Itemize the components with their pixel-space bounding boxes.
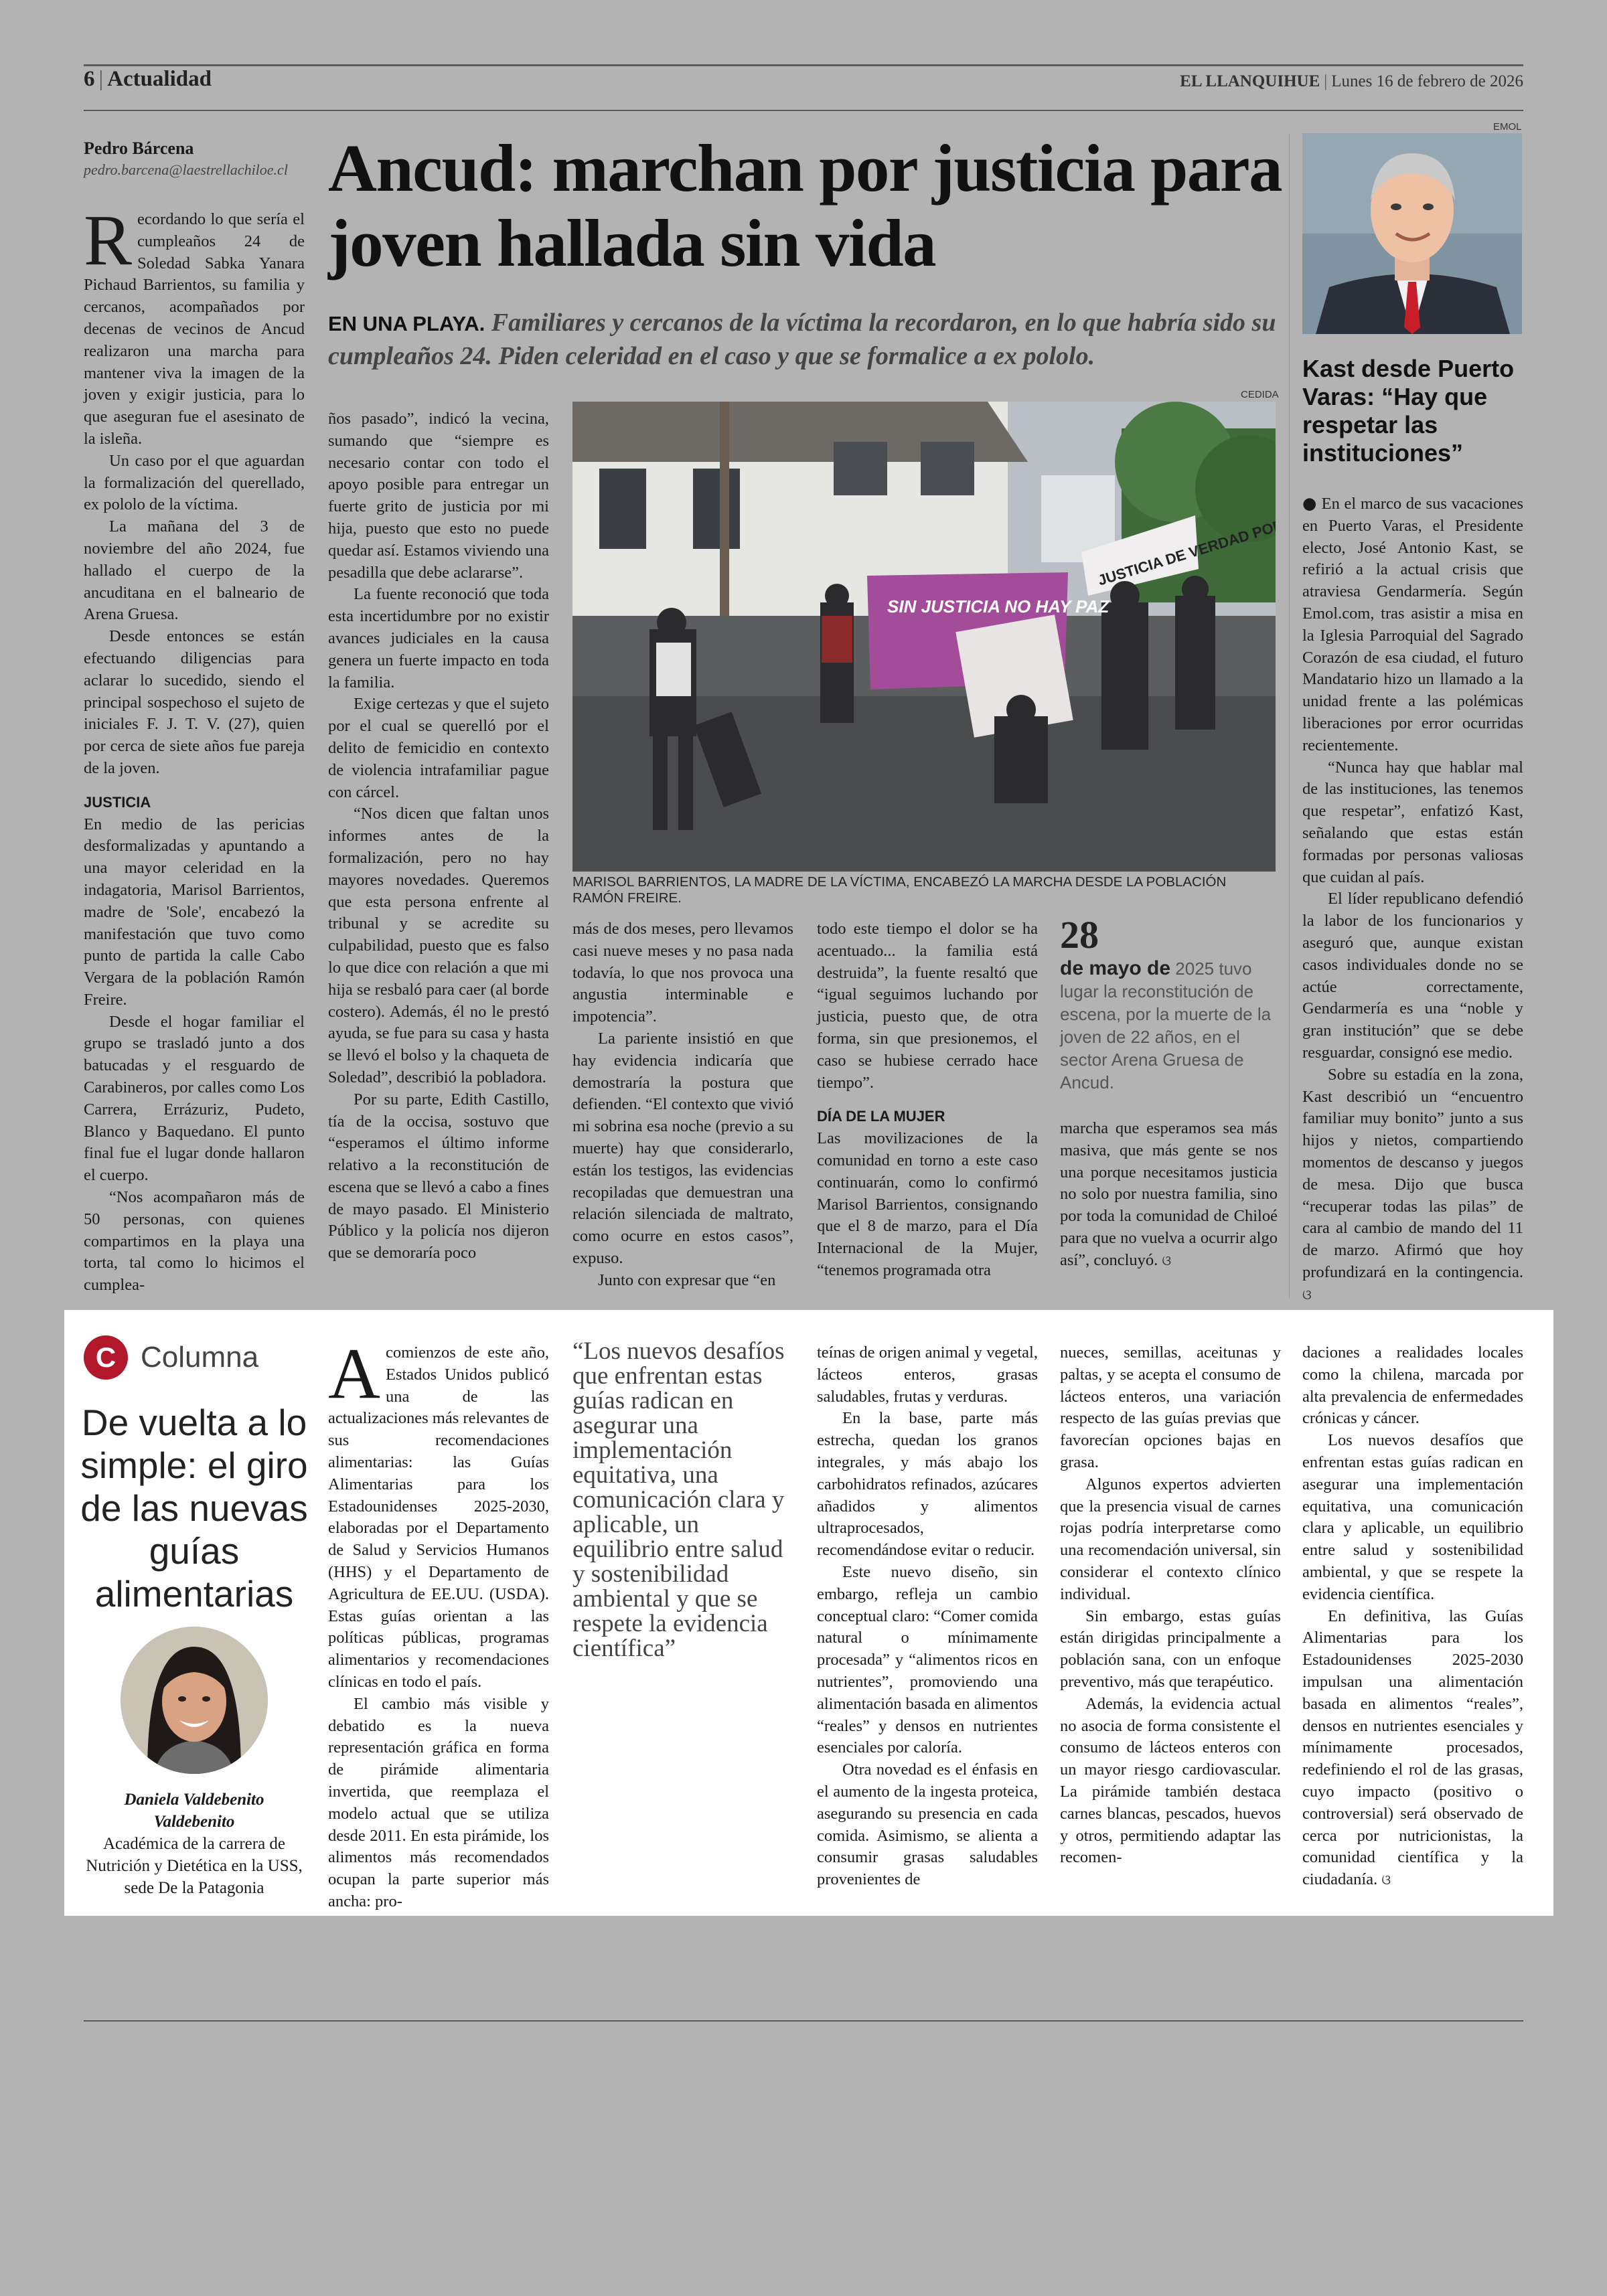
paragraph: nueces, semillas, aceitunas y paltas, y se acepta el consumo de lácteos enteros, una variación respecto de las guías previas que favorecían opciones bajas en grasa. [1060, 1343, 1281, 1471]
column-divider [1289, 133, 1290, 1298]
paragraph: ecordando lo que sería el cumpleaños 24 de Soledad Sabka Yanara Pichaud Barrientos, su familia y cercanos, acompañados por decenas de vecinos de Ancud realizaron una marcha para mantener viva la imagen de la joven y exigir justicia, para lo que aseguran fue el asesinato de la isleña. [84, 210, 305, 448]
newspaper-name: EL LLANQUIHUE [1180, 72, 1320, 90]
banner-sin-justicia: SIN JUSTICIA NO HAY PAZ [887, 596, 1109, 617]
paragraph: “Nos acompañaron más de 50 personas, con quienes compartimos en la playa una torta, tal como lo hicimos el cumplea- [84, 1188, 305, 1295]
dropcap: R [84, 201, 133, 280]
paragraph: marcha que esperamos sea más masiva, que más gente se nos una porque necesitamos justicia no solo por nuestra familia, sino por toda la comunidad de Chiloé para que no vuelva a ocurrir algo así”, concluyó. [1060, 1119, 1278, 1269]
author-avatar [121, 1627, 268, 1774]
header-rule [84, 110, 1523, 111]
columna-column-4 [1060, 1342, 1281, 1869]
paragraph: “Nos dicen que faltan unos informes antes de la formalización, pero no hay mayores novedades. Queremos que esta persona enfrente al tribunal y se acredite su culpabilidad, puesto que es falso lo que dice con relación a que mi hija se resbaló para caer (al borde costero). Además, él no le prestó ayuda, se fue para su casa y hasta se llevó el bolso y la chaqueta de Soledad”, describió la pobladora. [328, 805, 549, 1086]
avatar-illustration [121, 1627, 268, 1774]
subheading-justicia: JUSTICIA [84, 793, 151, 811]
subheading-dia-de-la-mujer: DÍA DE LA MUJER [817, 1108, 945, 1125]
end-mark-icon: ଓ [1162, 1252, 1172, 1268]
paragraph: Desde entonces se están efectuando diligencias para aclarar lo sucedido, siendo el principal sospechoso el sujeto de iniciales F. J. T. V. (27), quien por cerca de siete años fue pareja de la joven. [84, 627, 305, 777]
paragraph: daciones a realidades locales como la chilena, marcada por alta prevalencia de enfermedades crónicas y cáncer. [1302, 1343, 1523, 1428]
columna-column-5 [1302, 1342, 1523, 1891]
march-photo [572, 402, 1276, 872]
paragraph: Desde el hogar familiar el grupo se trasladó junto a dos batucadas y el resguardo de Carabineros, por calles como Los Carrera, Errázuriz, Pudeto, Blanco y Baquedano. El punto final fue el lugar donde hallaron el cuerpo. [84, 1012, 305, 1185]
paragraph: En medio de las pericias desformalizadas y apuntando a una mayor celeridad en la indagatoria, Marisol Barrientos, madre de 'Sole', encabezó la manifestación que tuvo como punto de partida la calle Cabo Vergara de la población Ramón Freire. [84, 815, 305, 1009]
paragraph: Exige certezas y que el sujeto por el cual se querelló por el delito de femicidio en contexto de violencia intrafamiliar pague con cárcel. [328, 695, 549, 801]
banner-justicia-de-verdad: JUSTICIA DE VERDAD POR [1095, 516, 1276, 589]
end-mark-icon: ଓ [1302, 1286, 1312, 1303]
bottom-rule [84, 2020, 1523, 2022]
paragraph: Algunos expertos advierten que la presencia visual de carnes rojas podría interpretarse como una recomendación universal, sin considerar el contexto clínico individual. [1060, 1475, 1281, 1603]
columna-author-name: Daniela Valdebenito Valdebenito [124, 1791, 264, 1831]
paragraph: En el marco de sus vacaciones en Puerto Varas, el Presidente electo, José Antonio Kast, se refirió a la actual crisis que atraviesa Gendarmería. Según Emol.com, tras asistir a misa en la Iglesia Parroquial del Sagrado Corazón de esa ciudad, el futuro Mandatario hizo un llamado a la unidad frente a las polémicas liberaciones por error ocurridas recientemente. [1302, 495, 1523, 754]
paragraph: ños pasado”, indicó la vecina, sumando que “siempre es necesario contar con todo el apoyo posible para entregar un fuerte grito de justicia por mi hija, puesto que esto no puede quedar así. Estamos viviendo una pesadilla que debe aclararse”. [328, 410, 549, 582]
byline [84, 139, 305, 179]
paragraph: teínas de origen animal y vegetal, lácteos enteros, grasas saludables, frutas y verduras. [817, 1343, 1038, 1406]
dropcap: A [328, 1334, 380, 1414]
factoid-bold: de mayo de [1060, 957, 1171, 979]
photo-credit: CEDIDA [1241, 389, 1279, 400]
march-photo-illustration [572, 402, 1276, 872]
article-column-5 [1060, 1118, 1278, 1272]
paragraph: Otra novedad es el énfasis en el aumento de la ingesta proteica, asegurando su presencia en cada comida. Asimismo, se alienta a consumir grasas saludables provenientes de [817, 1760, 1038, 1889]
top-rule [84, 64, 1523, 66]
kicker-label: EN UNA PLAYA. [328, 312, 485, 335]
pull-quote: “Los nuevos desafíos que enfrentan estas guías radican en asegurar una implementación equitativa, una comunicación clara y aplicable, un equilibrio entre salud y sostenibilidad ambiental y que se respete la evidencia científica” [572, 1337, 785, 1662]
photo-caption: MARISOL BARRIENTOS, LA MADRE DE LA VÍCTIMA, ENCABEZÓ LA MARCHA DESDE LA POBLACIÓN RAMÓN FREIRE. [572, 874, 1227, 906]
author-email: pedro.barcena@laestrellachiloe.cl [84, 161, 288, 178]
side-headline: Kast desde Puerto Varas: “Hay que respetar las instituciones” [1302, 355, 1515, 467]
columna-label: Columna [141, 1341, 259, 1374]
section-header: 6 | Actualidad [84, 67, 212, 91]
paragraph: En definitiva, las Guías Alimentarias para los Estadounidenses 2025-2030 impulsan una alimentación basada en alimentos “reales”, densos en nutrientes esenciales y mínimamente procesados, redefiniendo el rol de las grasas, cuyo impacto (positivo o controversial) será observado de cerca por nutricionistas, la comunidad científica y la ciudadanía. [1302, 1607, 1523, 1889]
paragraph: El líder republicano defendió la labor de los funcionarios y aseguró que, aunque existan casos individuales donde no se actúe correctamente, Gendarmería es una “noble y gran institución” que se debe resguardar, consignó ese medio. [1302, 890, 1523, 1062]
factoid-text: 2025 tuvo lugar la reconstitución de escena, por la muerte de la joven de 22 años, en el sector Arena Gruesa de Ancud. [1060, 959, 1272, 1092]
author-name: Pedro Bárcena [84, 139, 194, 158]
section-name: Actualidad [107, 67, 212, 91]
side-article-body [1302, 493, 1523, 1305]
issue-date: Lunes 16 de febrero de 2026 [1331, 72, 1523, 90]
article-column-3 [572, 918, 793, 1292]
article-column-2 [328, 408, 549, 1264]
kicker-text: Familiares y cercanos de la víctima la recordaron, en lo que habría sido su cumpleaños 24. Piden celeridad en el caso y que se formalice a ex pololo. [328, 309, 1276, 370]
bullet-icon: ● [1302, 493, 1317, 513]
kicker [328, 307, 1279, 372]
columna-author [84, 1789, 305, 1899]
paragraph: El cambio más visible y debatido es la nueva representación gráfica en forma de pirámide alimentaria invertida, que reemplaza el modelo actual que se utiliza desde 2011. En esta pirámide, los alimentos más recomendados ocupan la parte superior más ancha: pro- [328, 1694, 549, 1910]
paragraph: Las movilizaciones de la comunidad en torno a este caso continuarán, como lo confirmó Marisol Barrientos, consignando que el 8 de marzo, para el Día Internacional de la Mujer, “tenemos programada otra [817, 1129, 1038, 1279]
paragraph: Este nuevo diseño, sin embargo, refleja un cambio conceptual claro: “Comer comida natural o mínimamente procesada” y “alimentos ricos en nutrientes”, promoviendo una alimentación basada en alimentos “reales” y densos en nutrientes esenciales por caloría. [817, 1562, 1038, 1757]
paragraph: más de dos meses, pero llevamos casi nueve meses y no pasa nada todavía, lo que nos provoca una angustia interminable e impotencia”. [572, 920, 793, 1026]
paragraph: Junto con expresar que “en [598, 1270, 776, 1289]
paragraph: todo este tiempo el dolor se ha acentuado... la familia está destruida”, la fuente resaltó que “igual seguimos luchando por justicia, puesto que, de otra forma, sin que presionemos, el caso se hubiese cerrado hace tiempo”. [817, 920, 1038, 1092]
columna-title: De vuelta a lo simple: el giro de las nuevas guías alimentarias [80, 1402, 308, 1615]
portrait-illustration [1302, 133, 1522, 334]
paragraph: Un caso por el que aguardan la formalización del querellado, ex pololo de la víctima. [84, 451, 305, 514]
masthead-info: EL LLANQUIHUE | Lunes 16 de febrero de 2026 [1180, 72, 1523, 90]
paragraph: La fuente reconoció que toda esta incertidumbre por no existir avances judiciales en la causa genera un fuerte impacto en toda la familia. [328, 585, 549, 691]
article-column-1 [84, 201, 305, 1297]
columna-column-3 [817, 1342, 1038, 1891]
paragraph: Sin embargo, estas guías están dirigidas principalmente a población sana, con un enfoque preventivo, más que terapéutico. [1060, 1607, 1281, 1691]
side-photo-credit: EMOL [1493, 121, 1522, 133]
columna-badge: C [84, 1335, 128, 1380]
paragraph: La pariente insistió en que hay evidencia indicaría que demostraría la postura que defienden. “El contexto que vivió mi sobrina esa noche (previo a su muerte) hay que considerarlo, están los testigos, las evidencias recopiladas que demuestran una relación silenciada de maltrato, como ocurre en estos casos”, expuso. [572, 1029, 793, 1267]
paragraph: “Nunca hay que hablar mal de las instituciones, las tenemos que respetar”, enfatizó Kast, señalando que estas están formadas por personas valiosas que cuidan al país. [1302, 758, 1523, 886]
kast-photo [1302, 133, 1522, 334]
factoid-number: 28 [1060, 913, 1099, 957]
paragraph: En la base, parte más estrecha, quedan los granos integrales, y más abajo los carbohidratos refinados, azúcares añadidos y alimentos ultraprocesados, recomendándose evitar o reducir. [817, 1409, 1038, 1560]
page-number: 6 [84, 67, 95, 91]
paragraph: Por su parte, Edith Castillo, tía de la occisa, sostuvo que “esperamos el último informe relativo a la reconstitución de escena que se llevó a cabo a fines de mayo pasado. El Ministerio Público y la policía nos dijeron que se demoraría poco [328, 1090, 549, 1262]
paragraph: comienzos de este año, Estados Unidos publicó una de las actualizaciones más relevantes de sus recomendaciones alimentarias: las Guías Alimentarias para los Estadounidenses 2025-2030, elaboradas por el Departamento de Salud y Servicios Humanos (HHS) y el Departamento de Agricultura de EE.UU. (USDA). Estas guías orientan a las políticas públicas, programas alimentarios y recomendaciones clínicas en todo el país. [328, 1343, 549, 1691]
columna-column-1 [328, 1334, 549, 1913]
columna-author-role: Académica de la carrera de Nutrición y Dietética en la USS, sede De la Patagonia [86, 1835, 303, 1897]
end-mark-icon: ଓ [1381, 1872, 1391, 1888]
paragraph: Los nuevos desafíos que enfrentan estas guías radican en asegurar una implementación equitativa, una comunicación clara y aplicable, un equilibrio entre salud y sostenibilidad ambiental, y que se respete la evidencia científica. [1302, 1431, 1523, 1603]
headline: Ancud: marchan por justicia para joven hallada sin vida [328, 131, 1282, 280]
paragraph: Además, la evidencia actual no asocia de forma consistente el consumo de lácteos enteros con un mayor riesgo cardiovascular. La pirámide también destaca carnes blancas, pescados, huevos y otros, permitiendo adaptar las recomen- [1060, 1694, 1281, 1867]
paragraph: Sobre su estadía en la zona, Kast describió un “encuentro familiar muy bonito” junto a sus hijos y nietos, compartiendo momentos de descanso y juegos de mesa. Dijo que busca “recuperar todas las pilas” de cara al cambio de mando del 11 de marzo. Afirmó que hoy profundizará en la contingencia. [1302, 1065, 1523, 1281]
factoid [1060, 957, 1278, 1094]
article-column-4 [817, 918, 1038, 1282]
paragraph: La mañana del 3 de noviembre del año 2024, fue hallado el cuerpo de la ancuditana en el balneario de Arena Gruesa. [84, 517, 305, 624]
